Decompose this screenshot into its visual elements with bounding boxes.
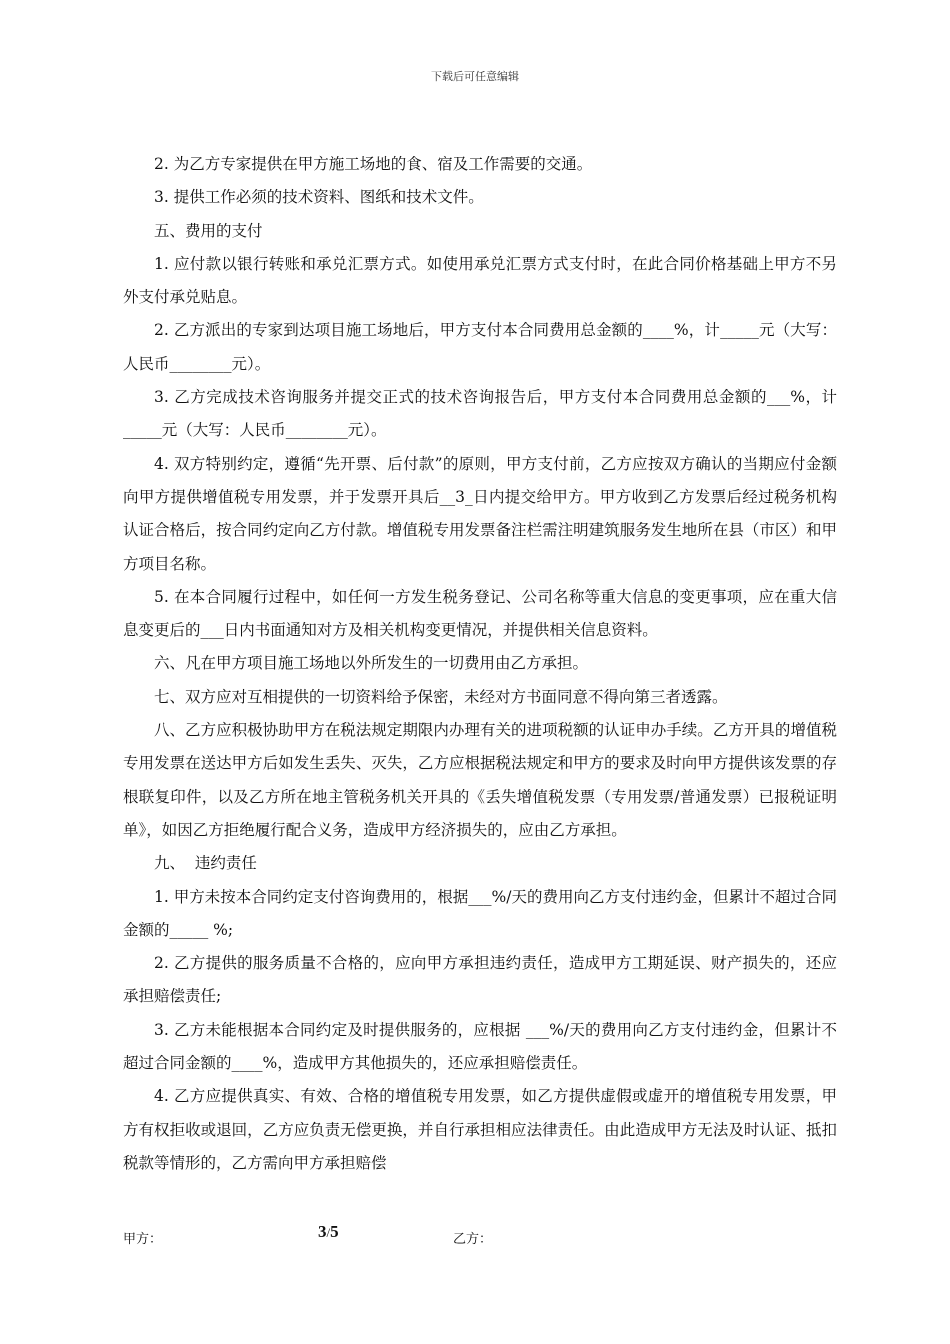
page-separator: / <box>326 1225 331 1240</box>
paragraph: 1. 甲方未按本合同约定支付咨询费用的，根据___%/天的费用向乙方支付违约金，但累计不超过合同金额的_____ %; <box>123 887 837 939</box>
paragraph: 2. 为乙方专家提供在甲方施工场地的食、宿及工作需要的交通。 <box>154 155 593 173</box>
paragraph: 5. 在本合同履行过程中，如任何一方发生税务登记、公司名称等重大信息的变更事项，应在重大信息变更后的___日内书面通知对方及相关机构变更情况，并提供相关信息资料。 <box>123 587 838 640</box>
paragraph: 3. 乙方未能根据本合同约定及时提供服务的，应根据 ___%/天的费用向乙方支付违约金，但累计不超过合同金额的____%，造成甲方其他损失的，还应承担赔偿责任。 <box>123 1020 837 1073</box>
page-footer <box>0 1222 950 1252</box>
paragraph: 2. 乙方派出的专家到达项目施工场地后，甲方支付本合同费用总金额的____%，计_____元（大写：人民币________元）。 <box>123 321 837 373</box>
page-header-note: 下载后可任意编辑 <box>431 70 519 83</box>
party-b-label: 乙方： <box>453 1232 493 1247</box>
paragraph: 1. 应付款以银行转账和承兑汇票方式。如使用承兑汇票方式支付时，在此合同价格基础上甲方不另外支付承兑贴息。 <box>123 254 838 307</box>
page-current: 3 <box>318 1222 327 1241</box>
section-heading: 五、费用的支付 <box>154 221 263 240</box>
party-a-label: 甲方： <box>123 1232 163 1247</box>
page-total: 5 <box>330 1222 339 1241</box>
document-body <box>123 148 837 1180</box>
paragraph: 2. 乙方提供的服务质量不合格的，应向甲方承担违约责任，造成甲方工期延误、财产损失的，还应承担赔偿责任; <box>123 954 838 1006</box>
paragraph: 3. 提供工作必须的技术资料、图纸和技术文件。 <box>154 188 484 207</box>
paragraph: 六、凡在甲方项目施工场地以外所发生的一切费用由乙方承担。 <box>154 654 589 673</box>
paragraph: 七、双方应对互相提供的一切资料给予保密，未经对方书面同意不得向第三者透露。 <box>154 687 728 706</box>
page-number <box>318 1222 339 1242</box>
section-heading: 九、 违约责任 <box>154 854 257 873</box>
paragraph: 4. 双方特别约定，遵循“先开票、后付款”的原则，甲方支付前，乙方应按双方确认的当期应付金额向甲方提供增值税专用发票，并于发票开具后__3_日内提交给甲方。甲方收到乙方发票后经过税务机构认证合格后，按合同约定向乙方付款。增值税专用发票备注栏需注明建筑服务发生地所在县（市区）和甲方项目名称。 <box>123 454 837 573</box>
paragraph: 3. 乙方完成技术咨询服务并提交正式的技术咨询报告后，甲方支付本合同费用总金额的___%，计_____元（大写：人民币________元）。 <box>123 388 837 440</box>
paragraph: 八、乙方应积极协助甲方在税法规定期限内办理有关的进项税额的认证申办手续。乙方开具的增值税专用发票在送达甲方后如发生丢失、灭失，乙方应根据税法规定和甲方的要求及时向甲方提供该发票的存根联复印件，以及乙方所在地主管税务机关开具的《丢失增值税发票（专用发票/普通发票）已报税证明单》，如因乙方拒绝履行配合义务，造成甲方经济损失的，应由乙方承担。 <box>123 721 837 839</box>
paragraph: 4. 乙方应提供真实、有效、合格的增值税专用发票，如乙方提供虚假或虚开的增值税专用发票，甲方有权拒收或退回，乙方应负责无偿更换，并自行承担相应法律责任。由此造成甲方无法及时认证、抵扣税款等情形的，乙方需向甲方承担赔偿 <box>123 1087 838 1172</box>
